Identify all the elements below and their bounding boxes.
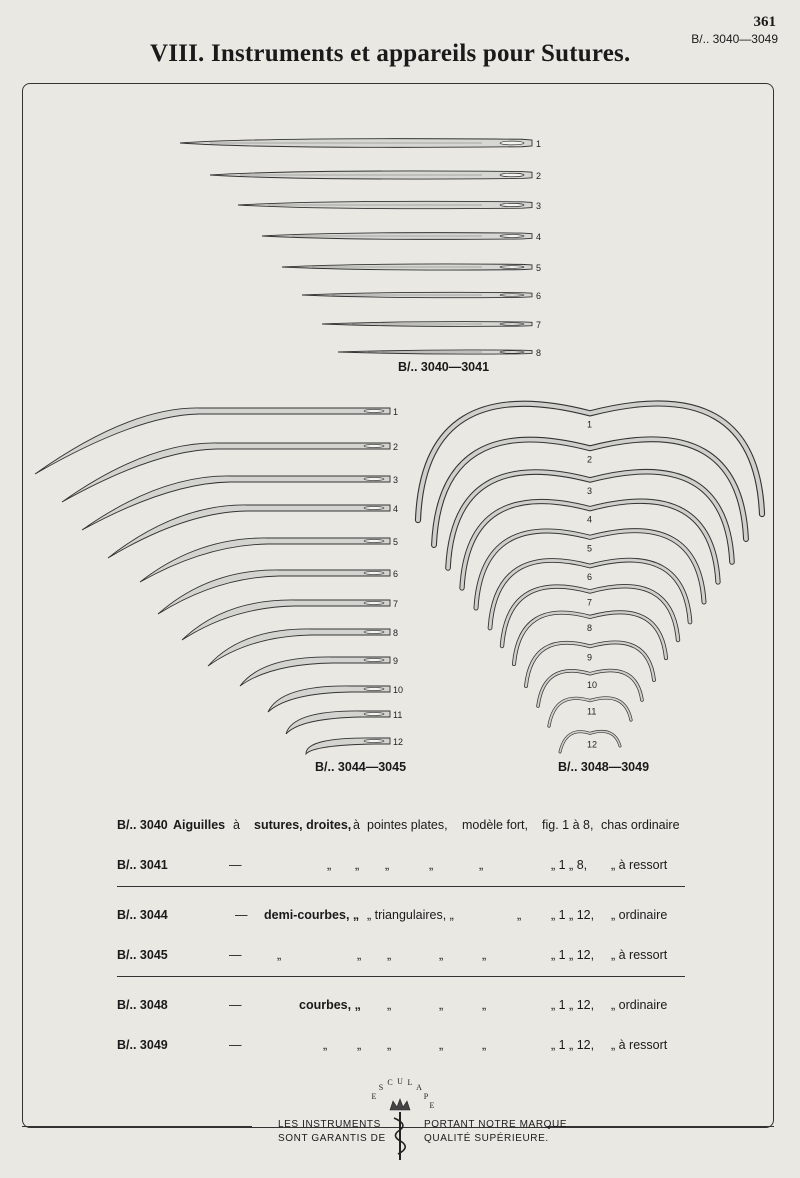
footer-guarantee-left: LES INSTRUMENTS SONT GARANTIS DE bbox=[278, 1119, 386, 1144]
footer-rule-right bbox=[548, 1126, 774, 1127]
row-code: B/.. 3048 bbox=[117, 998, 168, 1012]
needle-number: 8 bbox=[536, 348, 542, 358]
needle-number: 2 bbox=[587, 454, 593, 465]
needle-number: 2 bbox=[536, 171, 542, 181]
needle-number: 1 bbox=[587, 419, 593, 430]
half-curved-needle bbox=[82, 475, 398, 530]
logo-letter: S bbox=[378, 1083, 384, 1092]
needle-number: 12 bbox=[587, 739, 598, 750]
curved-needle bbox=[560, 731, 620, 752]
needle-number: 5 bbox=[393, 537, 399, 547]
straight-needle bbox=[282, 263, 541, 273]
needle-number: 1 bbox=[393, 407, 399, 417]
straight-needle bbox=[262, 232, 541, 242]
needle-number: 11 bbox=[393, 710, 403, 720]
needle-number: 3 bbox=[393, 475, 399, 485]
needle-number: 10 bbox=[393, 685, 404, 695]
needle-number: 7 bbox=[393, 599, 399, 609]
needle-number: 6 bbox=[536, 291, 542, 301]
row-code: B/.. 3044 bbox=[117, 908, 168, 922]
row-code: B/.. 3045 bbox=[117, 948, 168, 962]
curved-needle bbox=[476, 531, 704, 608]
straight-needle bbox=[180, 139, 541, 149]
figure-label-curved: B/.. 3048—3049 bbox=[558, 760, 650, 774]
logo-letter: L bbox=[407, 1078, 413, 1087]
needle-number: 4 bbox=[393, 504, 399, 514]
logo-letter: E bbox=[429, 1101, 435, 1110]
needle-number: 5 bbox=[536, 263, 542, 273]
needle-number: 10 bbox=[587, 679, 598, 690]
logo-letter: A bbox=[416, 1083, 422, 1092]
logo-letter: C bbox=[387, 1078, 393, 1087]
needle-number: 8 bbox=[587, 622, 593, 633]
needle-number: 4 bbox=[536, 232, 542, 242]
needle-number: 11 bbox=[587, 706, 597, 717]
half-curved-needle bbox=[35, 407, 398, 474]
half-curved-needle bbox=[62, 442, 398, 502]
row-code: B/.. 3040 bbox=[117, 818, 168, 832]
needle-number: 8 bbox=[393, 628, 399, 638]
half-curved-needle bbox=[268, 685, 403, 712]
straight-needle bbox=[322, 320, 541, 330]
straight-needle bbox=[210, 171, 541, 181]
needle-number: 7 bbox=[536, 320, 542, 330]
logo-letter: U bbox=[397, 1077, 403, 1086]
row-code: B/.. 3041 bbox=[117, 858, 168, 872]
needle-number: 4 bbox=[587, 514, 593, 525]
needle-number: 2 bbox=[393, 442, 399, 452]
half-curved-needle bbox=[240, 656, 398, 686]
page-number: 361 bbox=[753, 14, 776, 30]
row-divider bbox=[117, 976, 685, 977]
half-curved-needle bbox=[286, 710, 402, 734]
logo-letter: P bbox=[423, 1092, 429, 1101]
needle-number: 9 bbox=[393, 656, 399, 666]
figure-label-straight: B/.. 3040—3041 bbox=[398, 360, 490, 374]
needle-number: 6 bbox=[393, 569, 399, 579]
row-divider bbox=[117, 886, 685, 887]
crown-icon bbox=[390, 1099, 410, 1110]
needle-number: 9 bbox=[587, 652, 593, 663]
page-reference: B/.. 3040—3049 bbox=[691, 32, 778, 46]
page-title: VIII. Instruments et appareils pour Sutures. bbox=[150, 40, 631, 67]
needle-number: 5 bbox=[587, 543, 593, 554]
logo-letter: E bbox=[371, 1092, 377, 1101]
needle-number: 3 bbox=[536, 201, 542, 211]
straight-needle bbox=[338, 348, 541, 358]
straight-needles-figure bbox=[180, 139, 541, 358]
needle-number: 12 bbox=[393, 737, 404, 747]
figure-label-half-curved: B/.. 3044—3045 bbox=[315, 760, 407, 774]
footer-guarantee-right: PORTANT NOTRE MARQUE QUALITÉ SUPÉRIEURE. bbox=[424, 1119, 568, 1144]
curved-needle bbox=[549, 698, 631, 726]
needle-number: 6 bbox=[587, 572, 593, 582]
row-code: B/.. 3049 bbox=[117, 1038, 168, 1052]
half-curved-needle bbox=[108, 504, 398, 558]
straight-needle bbox=[238, 201, 541, 211]
curved-needles-figure bbox=[418, 403, 762, 752]
needle-number: 7 bbox=[587, 597, 593, 608]
half-curved-needles-figure bbox=[35, 407, 403, 754]
half-curved-needle bbox=[306, 737, 403, 754]
needle-number: 3 bbox=[587, 485, 593, 496]
footer-rule-left bbox=[22, 1126, 252, 1127]
straight-needle bbox=[302, 291, 541, 301]
needle-number: 1 bbox=[536, 139, 542, 149]
